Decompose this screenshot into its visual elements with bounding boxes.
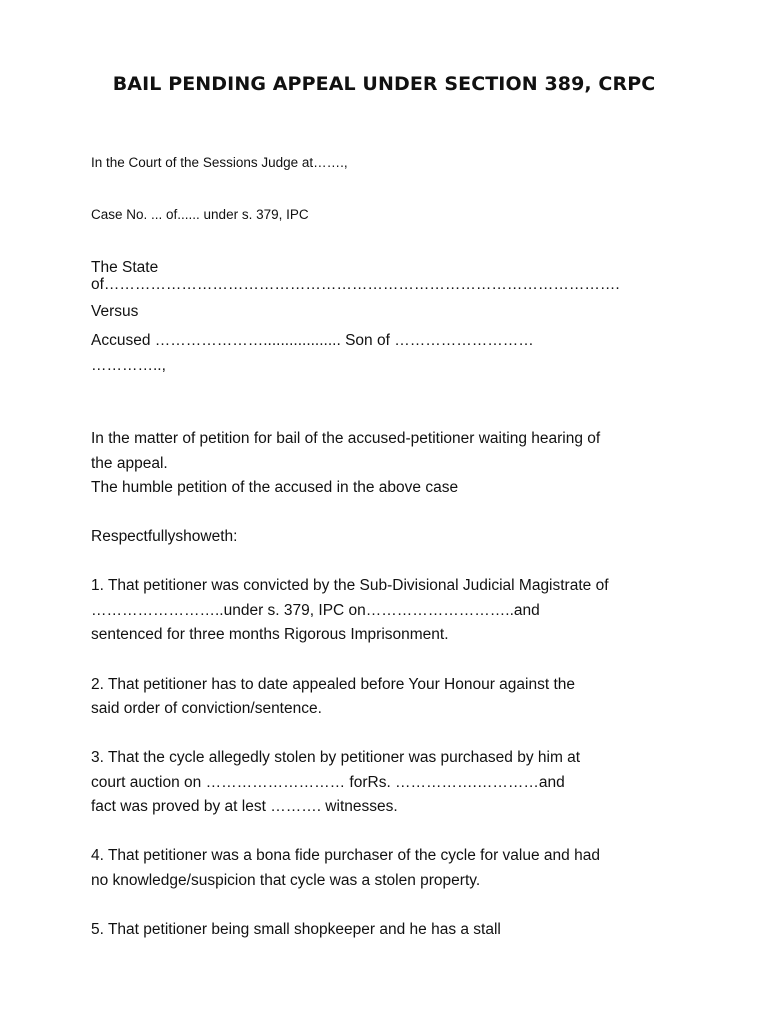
court-line: In the Court of the Sessions Judge at……., bbox=[91, 155, 348, 170]
para-2-line-2: said order of conviction/sentence. bbox=[91, 700, 322, 717]
para-1-line-3: sentenced for three months Rigorous Imprisonment. bbox=[91, 626, 449, 643]
para-3-line-3: fact was proved by at lest ………. witnesses. bbox=[91, 798, 398, 815]
respectfully-line: Respectfullyshoweth: bbox=[91, 528, 238, 545]
humble-line: The humble petition of the accused in the above case bbox=[91, 479, 459, 496]
versus-line: Versus bbox=[91, 303, 139, 320]
matter-line-2: the appeal. bbox=[91, 455, 168, 472]
state-line-1: The State bbox=[91, 259, 159, 276]
para-4-line-1: 4. That petitioner was a bona fide purchaser of the cycle for value and had bbox=[91, 847, 600, 864]
para-1-line-1: 1. That petitioner was convicted by the Sub-Divisional Judicial Magistrate of bbox=[91, 577, 609, 594]
accused-line-2: ………….., bbox=[91, 357, 166, 374]
state-line-2: of………………………………………………………………………………………. bbox=[91, 276, 620, 293]
document-title: BAIL PENDING APPEAL UNDER SECTION 389, CRPC bbox=[112, 73, 656, 95]
case-line: Case No. ... of...... under s. 379, IPC bbox=[91, 207, 309, 222]
para-1-line-2: ……………………..under s. 379, IPC on………………………..and bbox=[91, 602, 540, 619]
matter-line-1: In the matter of petition for bail of the accused-petitioner waiting hearing of bbox=[91, 430, 601, 447]
accused-line-1: Accused ………………….................. Son of ……………………… bbox=[91, 332, 534, 349]
para-3-line-2: court auction on ……………………… forRs. …………….…………and bbox=[91, 774, 565, 791]
para-5-line-1: 5. That petitioner being small shopkeeper and he has a stall bbox=[91, 921, 501, 938]
para-2-line-1: 2. That petitioner has to date appealed before Your Honour against the bbox=[91, 676, 576, 693]
para-3-line-1: 3. That the cycle allegedly stolen by petitioner was purchased by him at bbox=[91, 749, 581, 766]
para-4-line-2: no knowledge/suspicion that cycle was a stolen property. bbox=[91, 872, 481, 889]
